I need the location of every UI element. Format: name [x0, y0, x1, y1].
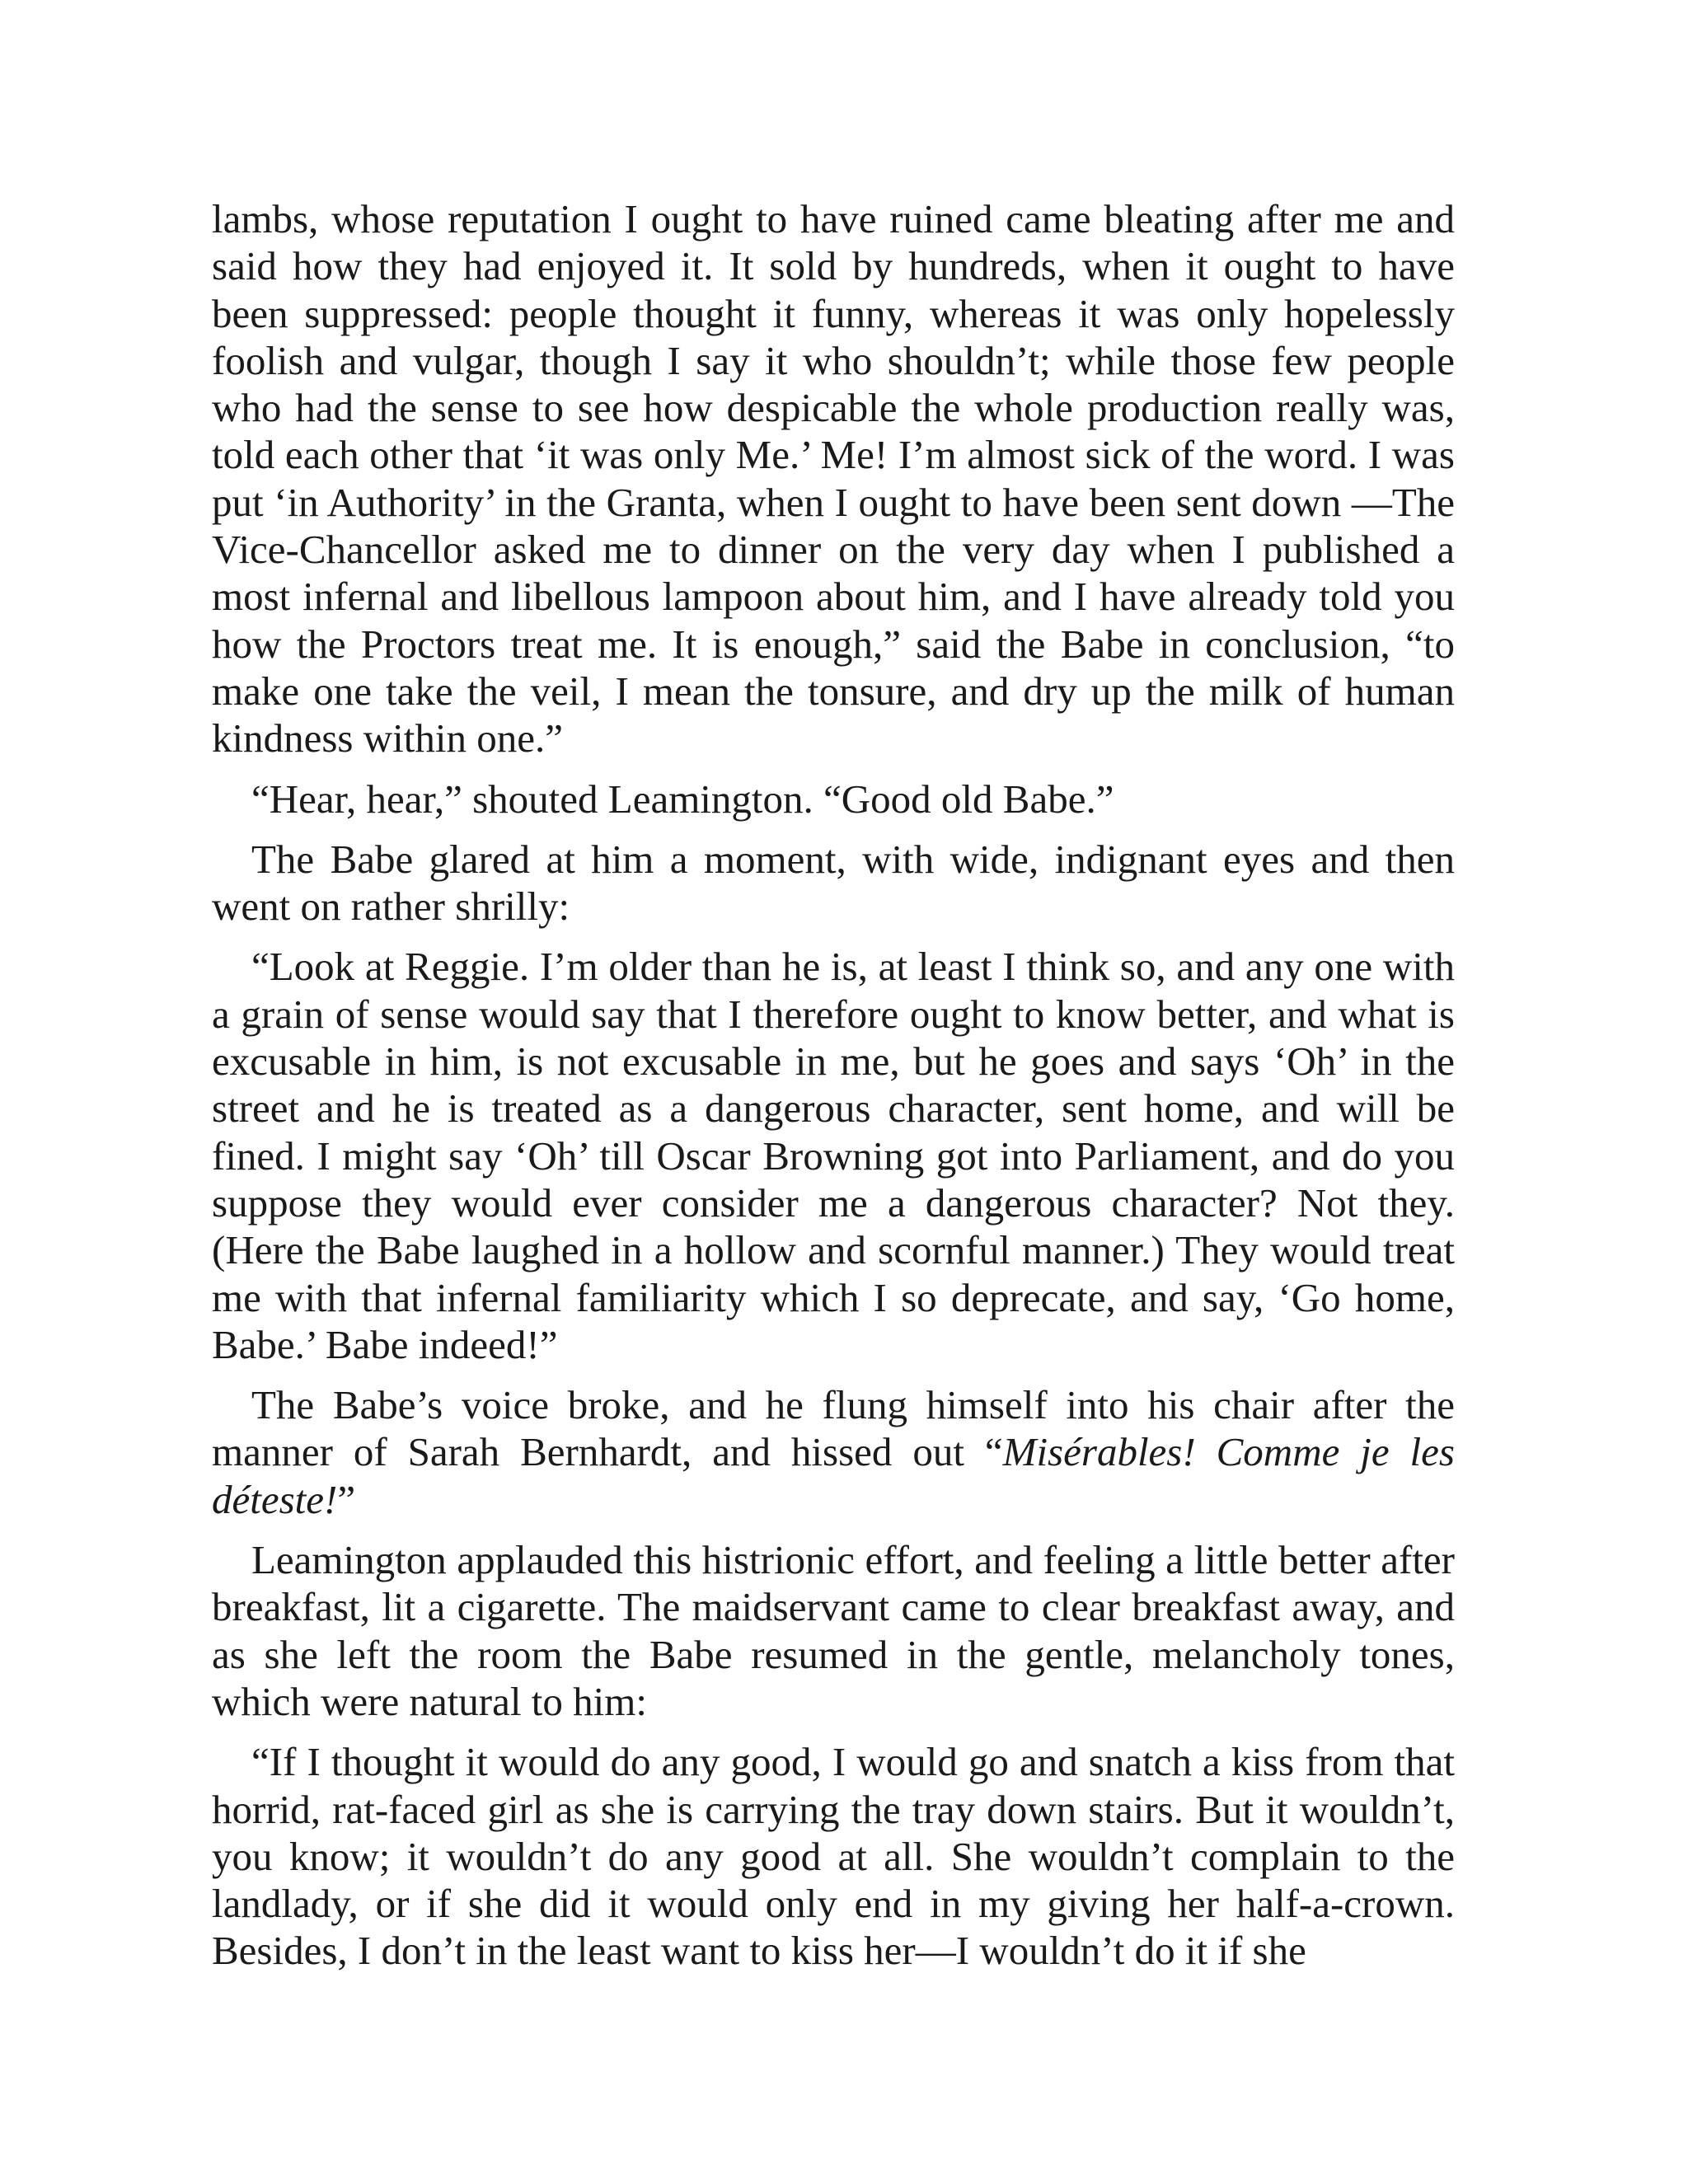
paragraph-5: [212, 1381, 1455, 1523]
paragraph-5-italic-text: Misérables! Comme je les déteste!: [212, 1429, 1455, 1522]
paragraph-1: lambs, whose reputation I ought to have ruined came bleating after me and said how they had enjoyed it. It sold by hundreds, when it ought to have been suppressed: people thought it funny, whereas it was only hopelessly foolish and vulgar, though I say it who shouldn’t; while those few people who had the sense to see how despicable the whole production really was, told each other that ‘it was only Me.’ Me! I’m almost sick of the word. I was put ‘in Authority’ in the Granta, when I ought to have been sent down —The Vice-Chancellor asked me to dinner on the very day when I published a most infernal and libellous lampoon about him, and I have already told you how the Proctors treat me. It is enough,” said the Babe in conclusion, “to make one take the veil, I mean the tonsure, and dry up the milk of human kindness within one.”: [212, 196, 1455, 762]
paragraph-2: “Hear, hear,” shouted Leamington. “Good old Babe.”: [251, 776, 1114, 822]
paragraph-4: “Look at Reggie. I’m older than he is, at least I think so, and any one with a grain of sense would say that I therefore ought to know better, and what is excusable in him, is not excusable in me, but he goes and says ‘Oh’ in the street and he is treated as a dangerous character, sent home, and will be fined. I might say ‘Oh’ till Oscar Browning got into Parliament, and do you suppose they would ever consider me a dangerous character? Not they. (Here the Babe laughed in a hollow and scornful manner.) They would treat me with that infernal familiarity which I so deprecate, and say, ‘Go home, Babe.’ Babe indeed!”: [212, 944, 1455, 1367]
paragraph-5-text-after: ”: [337, 1476, 356, 1522]
paragraph-7: “If I thought it would do any good, I would go and snatch a kiss from that horrid, rat-faced girl as she is carrying the tray down stairs. But it wouldn’t, you know; it wouldn’t do any good at all. She wouldn’t complain to the landlady, or if she did it would only end in my giving her half-a-crown. Besides, I don’t in the least want to kiss her—I wouldn’t do it if she: [212, 1739, 1455, 1974]
paragraph-6: Leamington applauded this histrionic effort, and feeling a little better after breakfast, lit a cigarette. The maidservant came to clear breakfast away, and as she left the room the Babe resumed in the gentle, melancholy tones, which were natural to him:: [212, 1537, 1455, 1724]
paragraph-3: The Babe glared at him a moment, with wide, indignant eyes and then went on rather shrilly:: [212, 836, 1455, 930]
paragraph-5-text-before: The Babe’s voice broke, and he flung himself into his chair after the manner of Sarah Bernhardt, and hissed out “: [212, 1382, 1455, 1475]
page-body: [212, 195, 1455, 1988]
